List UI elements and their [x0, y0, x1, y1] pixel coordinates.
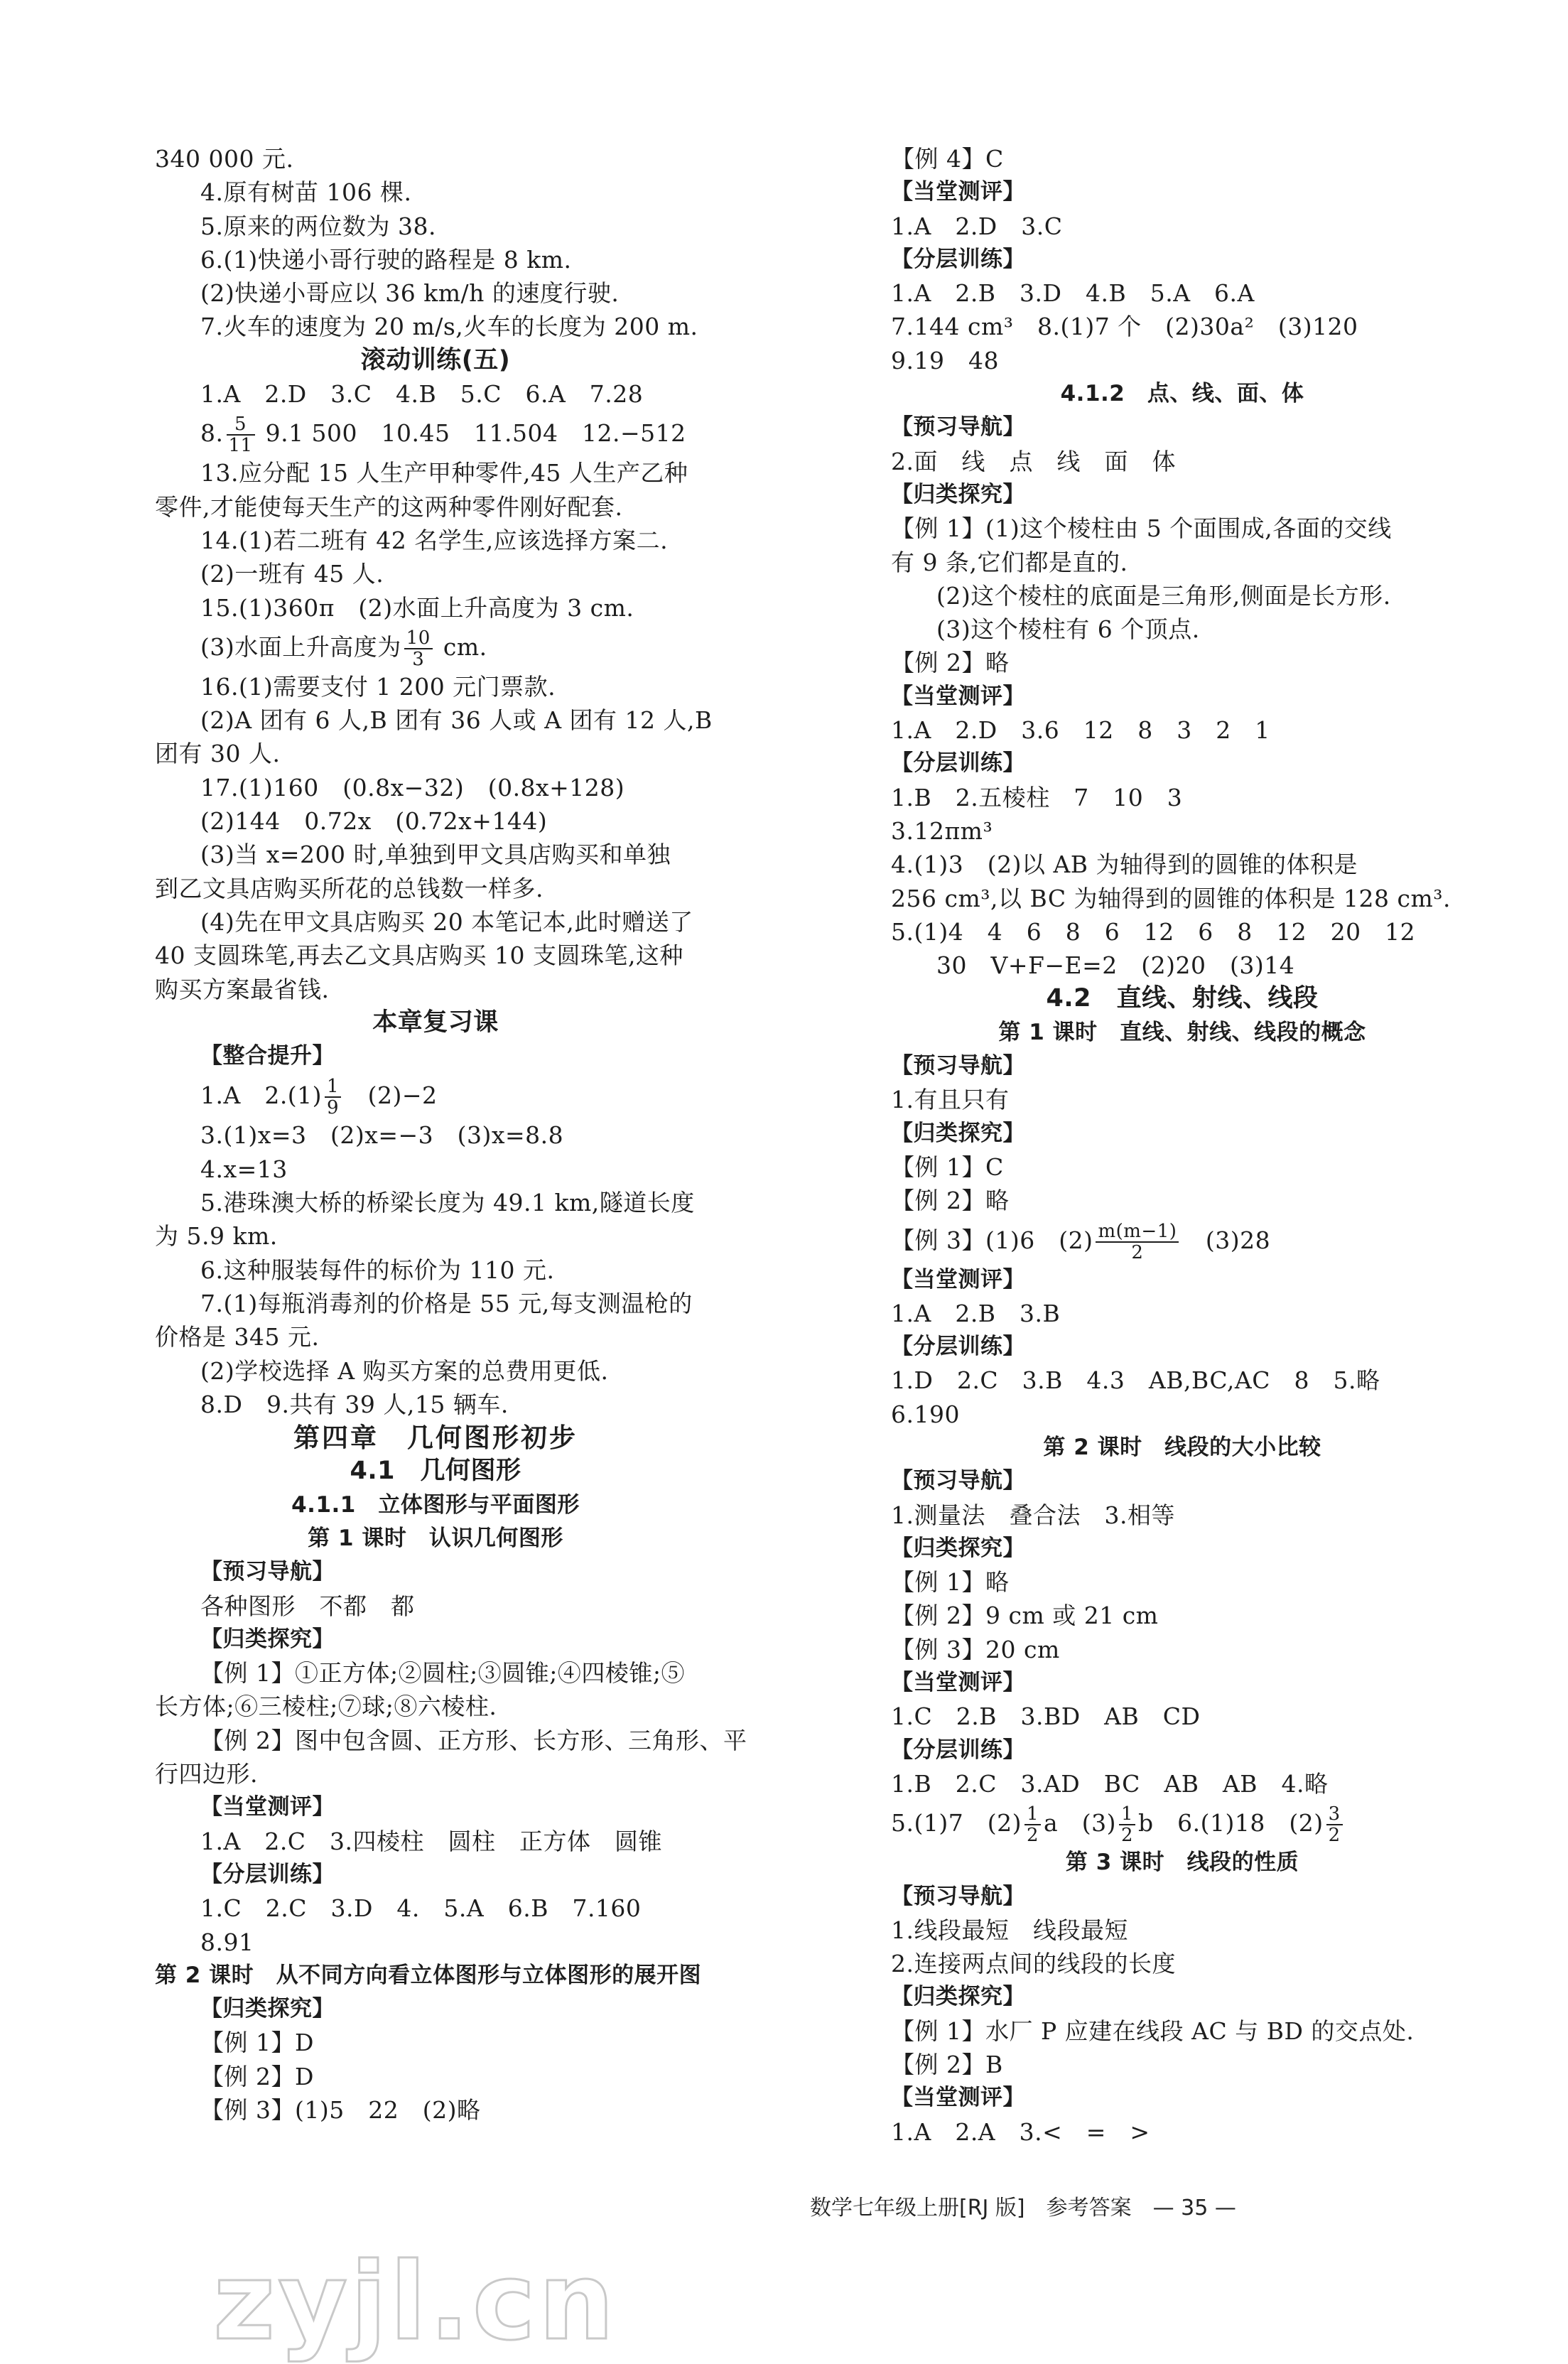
- left-line-10: 零件,才能使每天生产的这两种零件刚好配套.: [155, 492, 623, 521]
- left-line-6: 滚动训练(五): [360, 345, 511, 374]
- right-line-56: 【例 2】B: [891, 2051, 1003, 2079]
- left-line-25: 本章复习课: [372, 1008, 499, 1037]
- right-line-27: 【预习导航】: [891, 1053, 1025, 1079]
- left-line-56: 【例 2】D: [200, 2062, 314, 2090]
- page-footer: 数学七年级上册[RJ 版] 参考答案 — 35 —: [810, 2196, 1236, 2220]
- right-line-40: 1.测量法 叠合法 3.相等: [891, 1501, 1175, 1529]
- right-line-30: 【例 1】C: [891, 1153, 1004, 1181]
- right-line-47: 【分层训练】: [891, 1737, 1025, 1763]
- left-line-27: 1.A 2.(1) $\frac{1}{9}$ (2)−2: [200, 1076, 438, 1119]
- right-line-35: 【分层训练】: [891, 1334, 1025, 1360]
- left-line-26: 【整合提升】: [200, 1043, 335, 1069]
- right-line-19: 1.B 2.五棱柱 7 10 3: [891, 783, 1183, 811]
- left-line-30: 5.港珠澳大桥的桥梁长度为 49.1 km,隧道长度: [200, 1189, 695, 1217]
- right-line-12: 有 9 条,它们都是直的.: [891, 548, 1128, 576]
- right-line-21: 4.(1)3 (2)以 AB 为轴得到的圆锥的体积是: [891, 851, 1358, 879]
- right-line-48: 1.B 2.C 3.AD BC AB AB 4.略: [891, 1769, 1329, 1798]
- right-line-31: 【例 2】略: [891, 1187, 1010, 1215]
- left-line-13: 15.(1)360π (2)水面上升高度为 3 cm.: [200, 593, 634, 622]
- right-line-33: 【当堂测评】: [891, 1266, 1025, 1292]
- left-line-5: 7.火车的速度为 20 m/s,火车的长度为 200 m.: [200, 313, 698, 341]
- left-line-55: 【例 1】D: [200, 2029, 314, 2057]
- left-line-23: 40 支圆珠笔,再去乙文具店购买 10 支圆珠笔,这种: [155, 941, 683, 970]
- right-line-24: 30 V+F−E=2 (2)20 (3)14: [936, 951, 1295, 980]
- left-line-21: 到乙文具店购买所花的总钱数一样多.: [155, 874, 544, 902]
- left-line-8: 8. $\frac{5}{11}$ 9.1 500 10.45 11.504 12.−512: [200, 414, 686, 457]
- left-line-0: 340 000 元.: [155, 145, 294, 173]
- right-line-23: 5.(1)4 4 6 8 6 12 6 8 12 20 12: [891, 917, 1416, 946]
- right-line-18: 【分层训练】: [891, 750, 1025, 777]
- fraction: $\frac{m(m-1)}{2}$: [1096, 1221, 1179, 1263]
- right-line-22: 256 cm³,以 BC 为轴得到的圆锥的体积是 128 cm³.: [891, 884, 1451, 912]
- left-line-19: (2)144 0.72x (0.72x+144): [200, 807, 548, 836]
- left-line-3: 6.(1)快递小哥行驶的路程是 8 km.: [200, 245, 572, 274]
- right-line-42: 【例 1】略: [891, 1568, 1010, 1597]
- left-line-50: 【分层训练】: [200, 1861, 335, 1887]
- left-line-51: 1.C 2.C 3.D 4. 5.A 6.B 7.160: [200, 1894, 642, 1923]
- right-line-36: 1.D 2.C 3.B 4.3 AB,BC,AC 8 5.略: [891, 1366, 1380, 1395]
- left-line-7: 1.A 2.D 3.C 4.B 5.C 6.A 7.28: [200, 380, 644, 409]
- left-line-46: 【例 2】图中包含圆、正方形、长方形、三角形、平: [200, 1726, 747, 1754]
- watermark-logo: zyjl.cn: [213, 2240, 617, 2364]
- right-line-44: 【例 3】20 cm: [891, 1635, 1060, 1663]
- left-line-53: 第 2 课时 从不同方向看立体图形与立体图形的展开图: [155, 1962, 702, 1988]
- left-line-32: 6.这种服装每件的标价为 110 元.: [200, 1256, 555, 1284]
- right-line-16: 【当堂测评】: [891, 683, 1025, 709]
- right-line-15: 【例 2】略: [891, 649, 1010, 677]
- left-line-33: 7.(1)每瓶消毒剂的价格是 55 元,每支测温枪的: [200, 1289, 693, 1317]
- fraction: $\frac{1}{2}$: [1024, 1804, 1041, 1845]
- left-line-20: (3)当 x=200 时,单独到甲文具店购买和单独: [200, 841, 671, 869]
- left-line-41: 【预习导航】: [200, 1559, 335, 1585]
- fraction: $\frac{1}{9}$: [325, 1076, 341, 1118]
- right-line-54: 【归类探究】: [891, 1984, 1025, 2010]
- right-line-5: 7.144 cm³ 8.(1)7 个 (2)30a² (3)120: [891, 313, 1358, 341]
- left-line-2: 5.原来的两位数为 38.: [200, 212, 436, 240]
- right-line-0: 【例 4】C: [891, 145, 1004, 173]
- right-line-51: 【预习导航】: [891, 1883, 1025, 1909]
- fraction: $\frac{1}{2}$: [1119, 1804, 1135, 1845]
- left-line-48: 【当堂测评】: [200, 1794, 335, 1820]
- left-line-43: 【归类探究】: [200, 1626, 335, 1652]
- right-line-3: 【分层训练】: [891, 246, 1025, 272]
- left-line-34: 价格是 345 元.: [155, 1323, 320, 1351]
- right-line-17: 1.A 2.D 3.6 12 8 3 2 1: [891, 716, 1270, 745]
- left-line-4: (2)快递小哥应以 36 km/h 的速度行驶.: [200, 279, 620, 308]
- left-line-36: 8.D 9.共有 39 人,15 辆车.: [200, 1390, 509, 1418]
- right-line-57: 【当堂测评】: [891, 2085, 1025, 2111]
- right-line-49: 5.(1)7 (2) $\frac{1}{2}$ a (3) $\frac{1}{2}$ b 6.(1)18 (2) $\frac{3}{2}$: [891, 1801, 1474, 1846]
- right-line-7: 4.1.2 点、线、面、体: [1060, 381, 1304, 407]
- left-line-22: (4)先在甲文具店购买 20 本笔记本,此时赠送了: [200, 907, 693, 936]
- right-line-1: 【当堂测评】: [891, 179, 1025, 205]
- left-line-9: 13.应分配 15 人生产甲种零件,45 人生产乙种: [200, 459, 688, 487]
- left-line-14: (3)水面上升高度为 $\frac{10}{3}$ cm.: [200, 627, 487, 670]
- left-line-15: 16.(1)需要支付 1 200 元门票款.: [200, 672, 556, 701]
- right-line-10: 【归类探究】: [891, 481, 1025, 507]
- left-line-39: 4.1.1 立体图形与平面图形: [291, 1491, 580, 1518]
- left-line-1: 4.原有树苗 106 棵.: [200, 178, 412, 207]
- right-line-4: 1.A 2.B 3.D 4.B 5.A 6.A: [891, 279, 1255, 308]
- right-line-50: 第 3 课时 线段的性质: [1065, 1850, 1299, 1876]
- left-line-11: 14.(1)若二班有 42 名学生,应该选择方案二.: [200, 526, 669, 554]
- left-line-57: 【例 3】(1)5 22 (2)略: [200, 2096, 481, 2125]
- fraction: $\frac{3}{2}$: [1326, 1804, 1343, 1845]
- right-line-45: 【当堂测评】: [891, 1670, 1025, 1696]
- left-line-35: (2)学校选择 A 购买方案的总费用更低.: [200, 1356, 609, 1385]
- left-column: [155, 142, 747, 2127]
- right-line-34: 1.A 2.B 3.B: [891, 1299, 1061, 1327]
- left-line-16: (2)A 团有 6 人,B 团有 36 人或 A 团有 12 人,B: [200, 706, 713, 735]
- right-line-28: 1.有且只有: [891, 1086, 1010, 1114]
- left-line-37: 第四章 几何图形初步: [293, 1423, 578, 1454]
- right-line-53: 2.连接两点间的线段的长度: [891, 1950, 1176, 1978]
- right-line-38: 第 2 课时 线段的大小比较: [1043, 1434, 1321, 1460]
- left-line-17: 团有 30 人.: [155, 740, 281, 768]
- left-line-45: 长方体;⑥三棱柱;⑦球;⑧六棱柱.: [155, 1693, 497, 1721]
- left-line-49: 1.A 2.C 3.四棱柱 圆柱 正方体 圆锥: [200, 1827, 663, 1855]
- right-line-25: 4.2 直线、射线、线段: [1046, 984, 1319, 1013]
- right-line-52: 1.线段最短 线段最短: [891, 1916, 1128, 1944]
- right-line-2: 1.A 2.D 3.C: [891, 212, 1063, 240]
- left-line-24: 购买方案最省钱.: [155, 975, 330, 1003]
- left-line-29: 4.x=13: [200, 1155, 288, 1183]
- fraction: $\frac{5}{11}$: [227, 414, 255, 455]
- right-line-39: 【预习导航】: [891, 1468, 1025, 1494]
- right-line-13: (2)这个棱柱的底面是三角形,侧面是长方形.: [936, 581, 1391, 610]
- right-line-14: (3)这个棱柱有 6 个顶点.: [936, 615, 1200, 644]
- right-line-6: 9.19 48: [891, 346, 999, 374]
- left-line-40: 第 1 课时 认识几何图形: [308, 1525, 563, 1551]
- left-line-54: 【归类探究】: [200, 1996, 335, 2022]
- right-line-11: 【例 1】(1)这个棱柱由 5 个面围成,各面的交线: [891, 514, 1392, 543]
- left-line-28: 3.(1)x=3 (2)x=−3 (3)x=8.8: [200, 1121, 564, 1150]
- right-line-29: 【归类探究】: [891, 1120, 1025, 1146]
- right-line-26: 第 1 课时 直线、射线、线段的概念: [998, 1019, 1366, 1045]
- left-line-38: 4.1 几何图形: [350, 1457, 521, 1486]
- right-line-58: 1.A 2.A 3.< = >: [891, 2117, 1150, 2146]
- left-line-18: 17.(1)160 (0.8x−32) (0.8x+128): [200, 773, 625, 802]
- right-line-55: 【例 1】水厂 P 应建在线段 AC 与 BD 的交点处.: [891, 2017, 1415, 2045]
- left-line-47: 行四边形.: [155, 1760, 258, 1788]
- right-line-46: 1.C 2.B 3.BD AB CD: [891, 1702, 1201, 1731]
- right-line-9: 2.面 线 点 线 面 体: [891, 447, 1176, 475]
- left-line-42: 各种图形 不都 都: [200, 1592, 415, 1620]
- fraction: $\frac{10}{3}$: [404, 628, 433, 669]
- right-line-41: 【归类探究】: [891, 1535, 1025, 1561]
- left-line-31: 为 5.9 km.: [155, 1222, 278, 1251]
- right-line-32: 【例 3】(1)6 (2) $\frac{m(m-1)}{2}$ (3)28: [891, 1220, 1271, 1263]
- left-line-12: (2)一班有 45 人.: [200, 560, 384, 588]
- right-line-20: 3.12πm³: [891, 816, 993, 845]
- right-line-8: 【预习导航】: [891, 414, 1025, 441]
- right-line-37: 6.190: [891, 1400, 960, 1428]
- left-line-52: 8.91: [200, 1928, 254, 1956]
- right-line-43: 【例 2】9 cm 或 21 cm: [891, 1602, 1159, 1630]
- right-column: [891, 142, 1474, 2149]
- left-line-44: 【例 1】①正方体;②圆柱;③圆锥;④四棱锥;⑤: [200, 1659, 685, 1688]
